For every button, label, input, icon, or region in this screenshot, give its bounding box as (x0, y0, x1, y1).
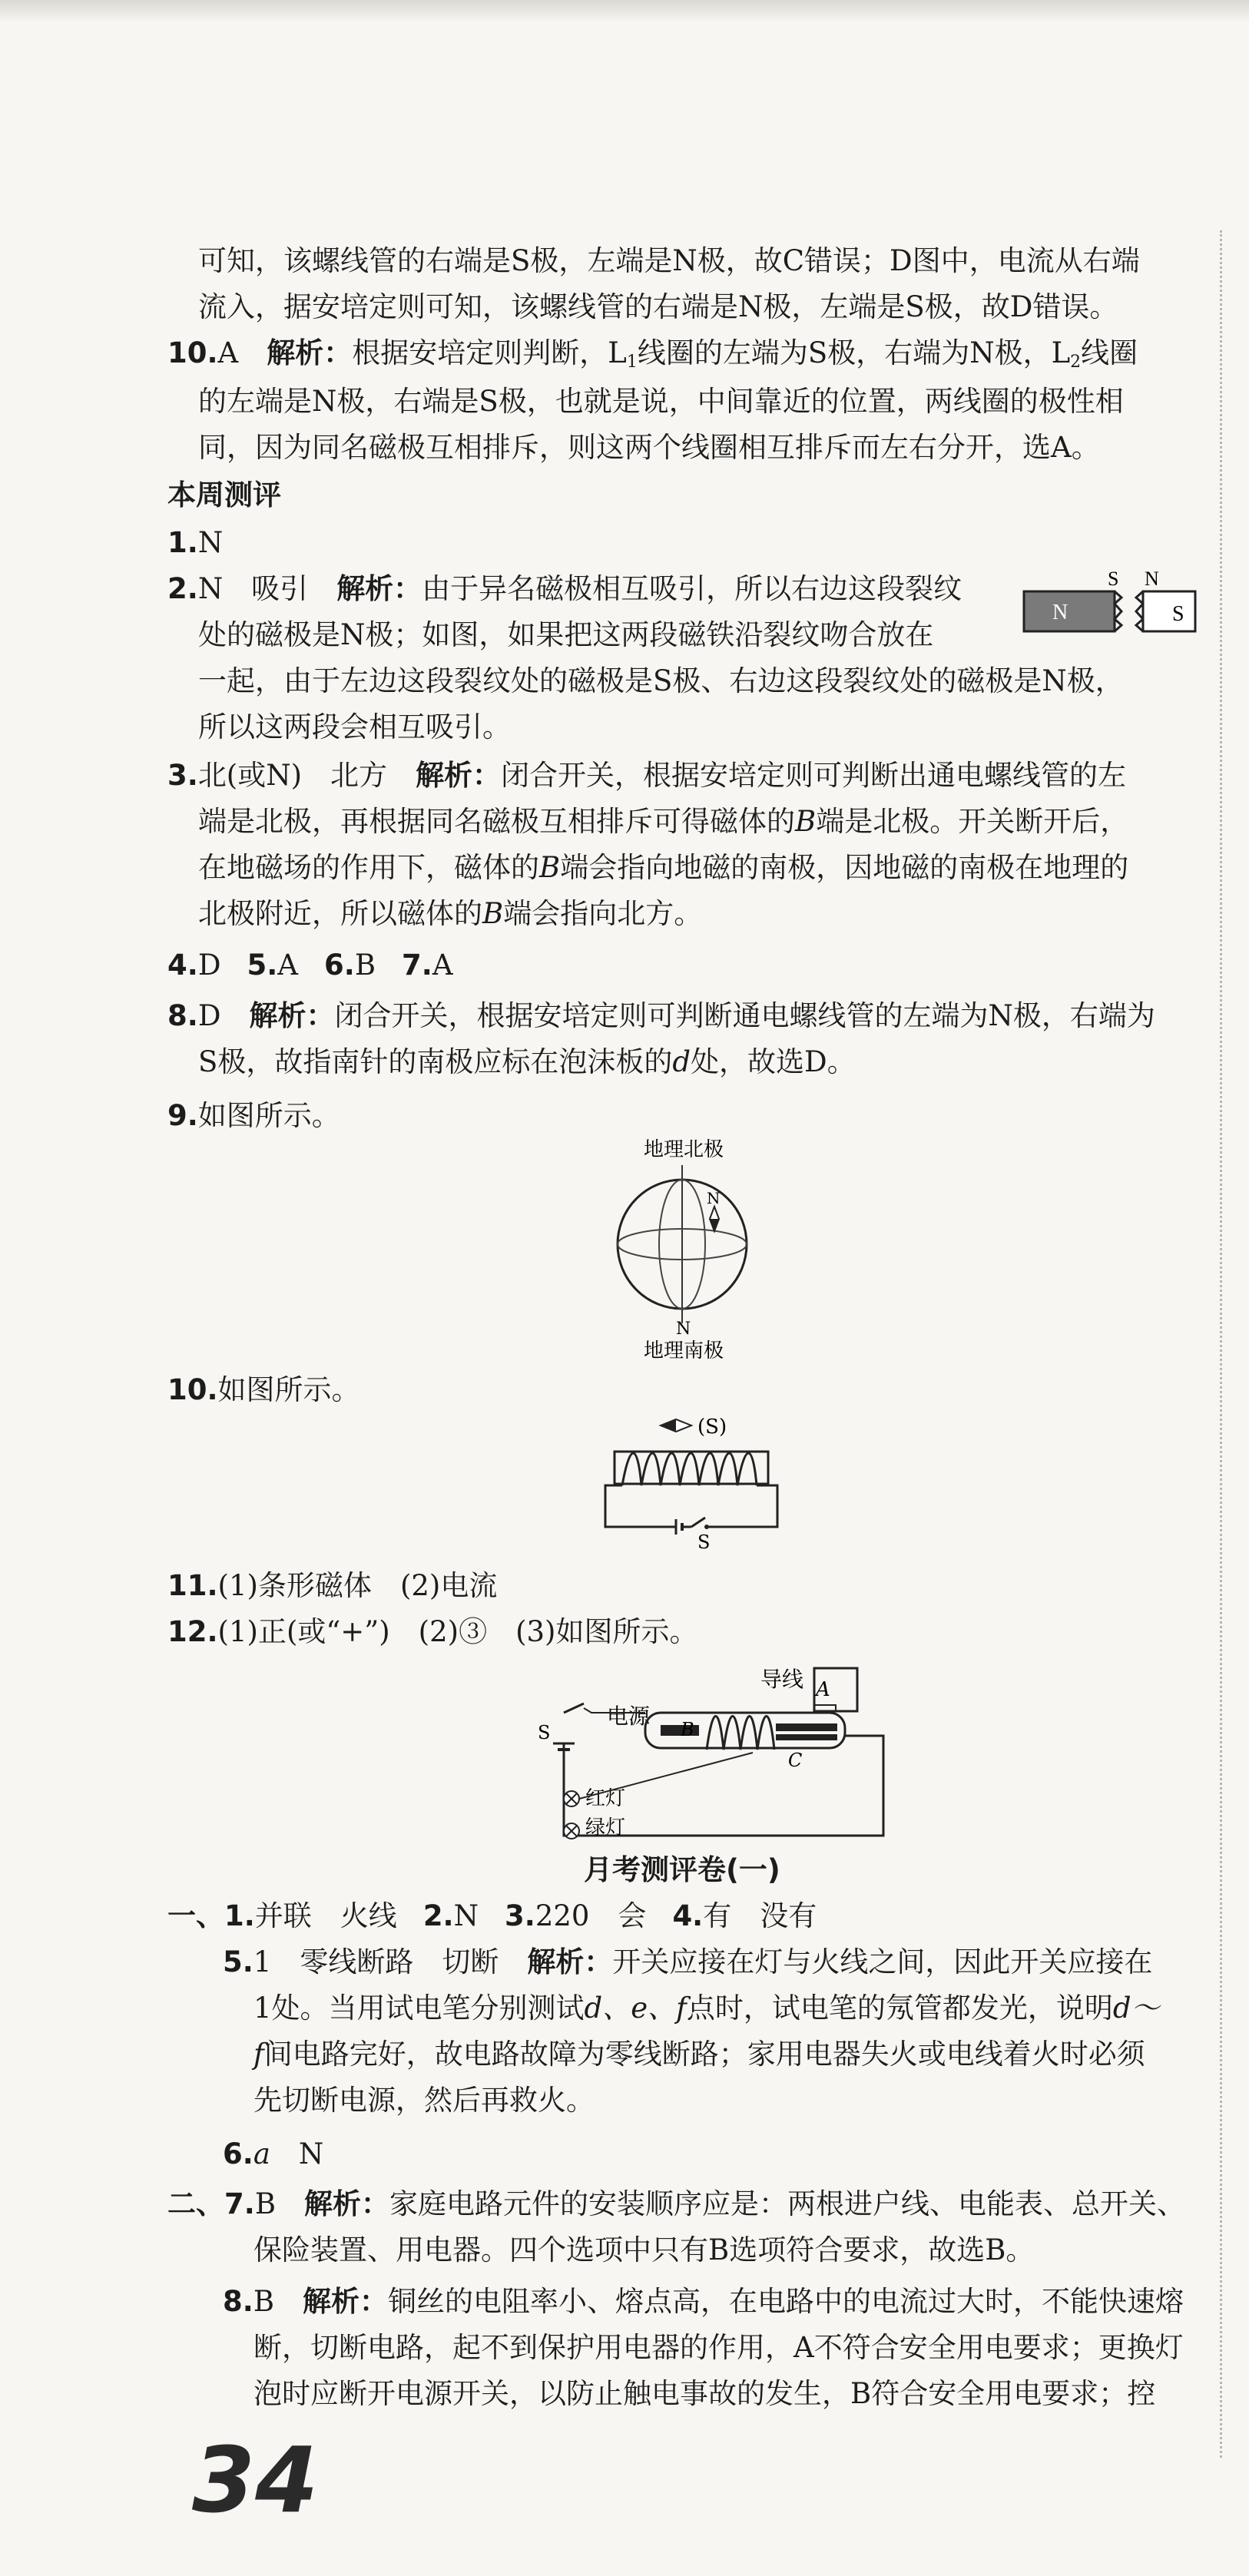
magnet-right-body (1143, 591, 1195, 631)
compass-S-label: (S) (697, 1415, 727, 1439)
monthly-title: 月考测评卷(一) (584, 1853, 780, 1886)
answer-3: 3.北(或N) 北方 解析：闭合开关，根据安培定则可判断出通电螺线管的左 (167, 759, 1127, 792)
text-line: 一起，由于左边这段裂纹处的磁极是S极、右边这段裂纹处的磁极是N极， (198, 664, 1124, 697)
red-lamp-label: 红灯 (585, 1787, 626, 1810)
axis-N-label: N (676, 1319, 691, 1339)
solenoid-coil (622, 1453, 757, 1485)
compass-needle-dark (710, 1219, 719, 1231)
text-line: 同，因为同名磁极互相排斥，则这两个线圈相互排斥而左右分开，选A。 (198, 431, 1100, 464)
text-line: 保险装置、用电器。四个选项中只有B选项符合要求，故选B。 (253, 2233, 1035, 2266)
solenoid-figure (599, 1412, 791, 1550)
magnet-right-S: S (1172, 602, 1184, 626)
text-line: 北极附近，所以磁体的B端会指向北方。 (198, 897, 703, 930)
circuit-wire-left (605, 1485, 676, 1527)
geographic-north-label: 地理北极 (644, 1138, 724, 1161)
switch-S-label: S (697, 1531, 711, 1550)
right-margin-rule (1220, 230, 1222, 2458)
circuit-wire-right (707, 1485, 777, 1527)
monthly-answers-1-4: 一、1.并联 火线 2.N 3.220 会 4.有 没有 (167, 1899, 817, 1932)
text-line: 断，切断电路，起不到保护用电器的作用，A不符合安全用电要求；更换灯 (253, 2331, 1184, 2364)
label-A: A (816, 1678, 830, 1701)
text-line: f间电路完好，故电路故障为零线断路；家用电器失火或电线着火时必须 (253, 2038, 1145, 2071)
monthly-answer-7: 二、7.B 解析：家庭电路元件的安装顺序应是：两根进户线、电能表、总开关、 (167, 2187, 1186, 2220)
switch-lever (564, 1704, 584, 1713)
text-line: 端是北极，再根据同名磁极互相排斥可得磁体的B端是北极。开关断开后， (198, 805, 1129, 838)
contact-upper (776, 1723, 837, 1731)
crack-N-label: N (1145, 568, 1159, 590)
answer-11: 11.(1)条形磁体 (2)电流 (167, 1569, 498, 1602)
contact-lower (776, 1734, 837, 1740)
text-line: 处的磁极是N极；如图，如果把这两段磁铁沿裂纹吻合放在 (198, 618, 934, 651)
text-line: S极，故指南针的南极应标在泡沫板的d处，故选D。 (198, 1045, 856, 1078)
wire-label: 导线 (760, 1667, 804, 1692)
text-line: 流入，据安培定则可知，该螺线管的右端是N极，左端是S极，故D错误。 (198, 290, 1118, 323)
page-number: 34 (192, 2427, 319, 2533)
magnet-left-N: N (1052, 601, 1068, 624)
text-line: 在地磁场的作用下，磁体的B端会指向地磁的南极，因地磁的南极在地理的 (198, 851, 1129, 884)
scan-top-edge (0, 0, 1249, 23)
answer-1: 1.N (167, 526, 224, 559)
magnet-left-body (1024, 591, 1115, 631)
section-heading: 本周测评 (167, 478, 281, 512)
magnet-figure (1022, 568, 1198, 637)
answers-4-7: 4.D 5.A 6.B 7.A (167, 949, 453, 982)
switch-contact (704, 1525, 709, 1529)
question-10: 10.A 解析：根据安培定则判断，$L_1$线圈的左端为S极，右端为N极，$L_2$线圈 (167, 336, 1138, 372)
power-label: 电源 (607, 1704, 651, 1729)
text-line: 1处。当用试电笔分别测试d、e、f点时，试电笔的氖管都发光，说明d～ (253, 1992, 1160, 2025)
answer-9: 9.如图所示。 (167, 1099, 340, 1132)
text-line: 可知，该螺线管的右端是S极，左端是N极，故C错误；D图中，电流从右端 (198, 244, 1140, 277)
label-B: B (681, 1719, 694, 1740)
needle-N-label: N (707, 1189, 721, 1207)
monthly-answer-5: 5.1 零线断路 切断 解析：开关应接在灯与火线之间，因此开关应接在 (223, 1945, 1153, 1978)
text-line: 泡时应断开电源开关，以防止触电事故的发生，B符合安全用电要求；控 (253, 2377, 1156, 2410)
geographic-south-label: 地理南极 (644, 1339, 724, 1362)
text-line: 所以这两段会相互吸引。 (198, 710, 511, 743)
earth-figure (591, 1133, 776, 1363)
compass-needle-dark (661, 1419, 676, 1432)
wire-red (579, 1753, 753, 1799)
switch-lever (691, 1518, 705, 1527)
answer-12: 12.(1)正(或“+”) (2)③ (3)如图所示。 (167, 1615, 698, 1648)
monthly-answer-6: 6.a N (223, 2137, 324, 2170)
answer-10: 10.如图所示。 (167, 1373, 360, 1406)
text-line: 的左端是N极，右端是S极，也就是说，中间靠近的位置，两线圈的极性相 (198, 385, 1124, 418)
answer-8: 8.D 解析：闭合开关，根据安培定则可判断通电螺线管的左端为N极，右端为 (167, 999, 1155, 1032)
text-line: 先切断电源，然后再救火。 (253, 2084, 595, 2117)
monthly-answer-8: 8.B 解析：铜丝的电阻率小、熔点高，在电路中的电流过大时，不能快速熔 (223, 2285, 1184, 2318)
crack-S-label: S (1108, 568, 1119, 590)
relay-coil (707, 1717, 774, 1750)
green-lamp-label: 绿灯 (585, 1816, 626, 1839)
answer-2: 2.N 吸引 解析：由于异名磁极相互吸引，所以右边这段裂纹 (167, 572, 962, 605)
switch-S-label: S (538, 1722, 551, 1743)
label-C: C (788, 1750, 803, 1771)
relay-figure (530, 1659, 899, 1843)
